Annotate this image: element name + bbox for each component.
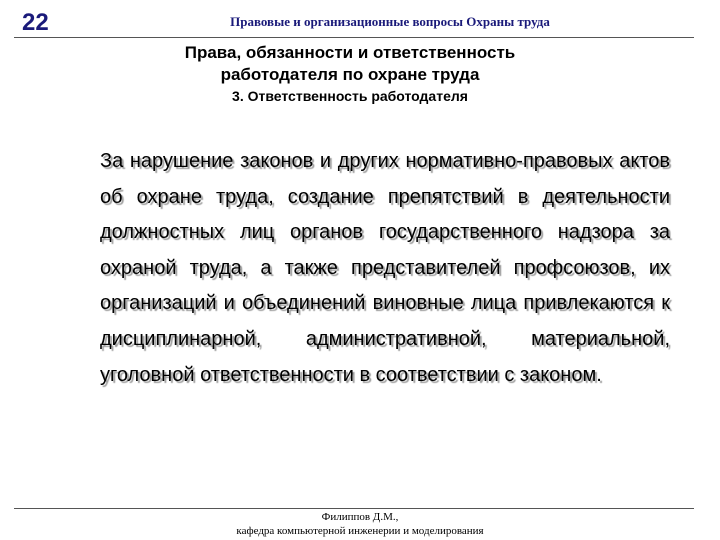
slide-title-line-1: Права, обязанности и ответственность: [184, 43, 516, 62]
body-paragraph: За нарушение законов и других нормативно-правовых актов об охране труда, создание препятствий в деятельности должностных лиц органов государственного надзора за охраной труда, а также представителей профсоюзов, их организаций и объединений виновные лица привлекаются к дисциплинарной, административной, материальной, уголовной ответственности в соответствии с законом.: [100, 150, 670, 386]
slide-number: 22: [22, 9, 49, 36]
bottom-divider: [14, 508, 694, 509]
footer: [160, 510, 560, 538]
footer-author: Филиппов Д.М.,: [321, 511, 399, 523]
title-block: [100, 42, 600, 106]
top-divider: [14, 37, 694, 38]
footer-department: кафедра компьютерной инженерии и моделирования: [236, 525, 484, 537]
header-title: Правовые и организационные вопросы Охраны труда: [230, 14, 550, 29]
slide-title-line-2: работодателя по охране труда: [220, 65, 480, 84]
slide-subtitle: 3. Ответственность работодателя: [232, 88, 468, 104]
